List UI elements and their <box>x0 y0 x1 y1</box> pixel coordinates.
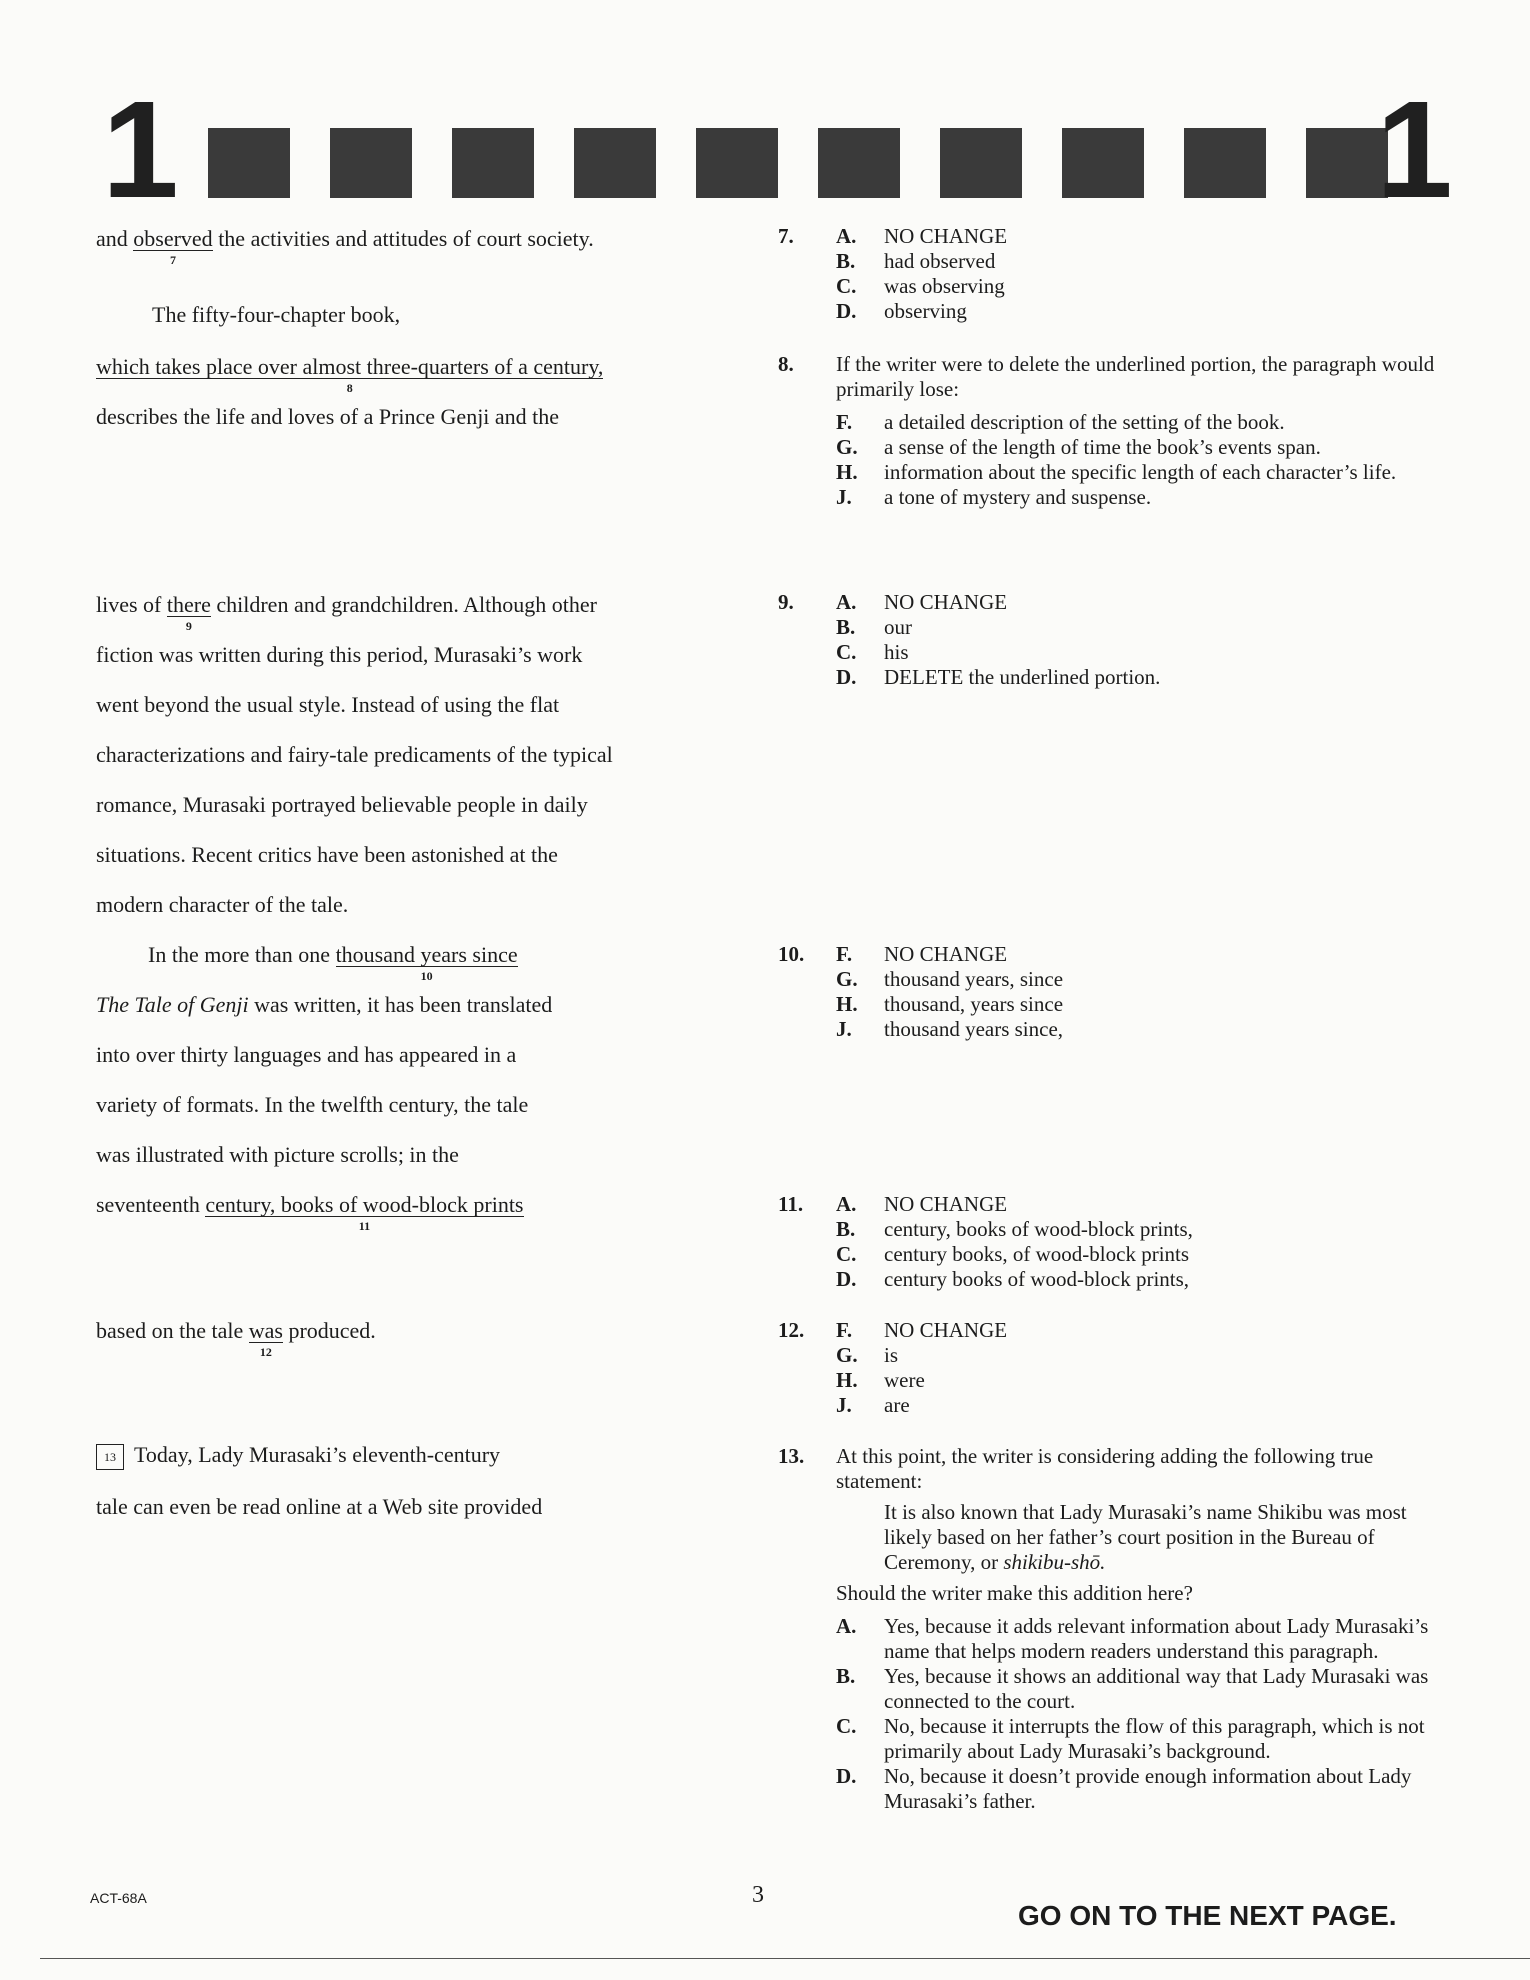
passage-line: describes the life and loves of a Prince Genji and the <box>96 404 560 429</box>
header-block <box>1184 128 1266 198</box>
option[interactable]: G. thousand years, since <box>836 967 1064 991</box>
option[interactable]: G. a sense of the length of time the book’s events span. <box>836 435 1321 459</box>
passage-line: was illustrated with picture scrolls; in the <box>96 1142 459 1167</box>
passage-line: seventeenth century, books of wood-block prints 11 <box>96 1192 524 1233</box>
option[interactable]: A. NO CHANGE <box>836 224 1008 248</box>
go-on-notice: GO ON TO THE NEXT PAGE. <box>1018 1900 1397 1931</box>
question-13: 13. At this point, the writer is considering adding the following true statement: It is also known that Lady Murasaki’s name Shikibu was most likely based on her father’s court position in the Bureau of Ceremony, or shikibu-shō. Should the writer make this addition here? A. Yes, because it adds relevant information about Lady Murasaki’s name that helps modern readers understand this paragraph. B. Yes, because it shows an additional way that Lady Murasaki was connected to the court. C. No, because it interrupts the flow of this paragraph, which is not primarily about Lady Murasaki’s background. D. No, because it doesn’t provide enough information about Lady Murasaki’s father. <box>778 1444 1438 1814</box>
section-number-left: 1 <box>102 73 173 227</box>
passage-line: modern character of the tale. <box>96 892 349 917</box>
header-block <box>330 128 412 198</box>
passage-line: based on the tale was 12 produced. <box>96 1318 376 1359</box>
header-block <box>1062 128 1144 198</box>
passage-line: romance, Murasaki portrayed believable people in daily <box>96 792 588 817</box>
question-8: 8. If the writer were to delete the underlined portion, the paragraph would primarily lose: F. a detailed description of the setting of the book. G. a sense of the length of time the book’s events span. H. information about the specific length of each character’s life. J. a tone of mystery and suspense. <box>778 352 1438 510</box>
question-10: 10. F. NO CHANGE G. thousand years, since H. thousand, years since J. thousand years since, <box>778 942 1438 1042</box>
question-9: 9. A. NO CHANGE B. our C. his D. DELETE the underlined portion. <box>778 590 1438 690</box>
option[interactable]: H. thousand, years since <box>836 992 1064 1016</box>
option[interactable]: J. a tone of mystery and suspense. <box>836 485 1152 509</box>
option[interactable]: H. information about the specific length of each character’s life. <box>836 460 1397 484</box>
passage-line: The Tale of Genji was written, it has been translated <box>96 992 553 1017</box>
option[interactable]: B. our <box>836 615 912 639</box>
passage-line: lives of there 9 children and grandchildren. Although other <box>96 592 597 633</box>
header-block <box>208 128 290 198</box>
option[interactable]: B. had observed <box>836 249 996 273</box>
question-12: 12. F. NO CHANGE G. is H. were J. are <box>778 1318 1438 1418</box>
header-block <box>940 128 1022 198</box>
underline-10: thousand years since 10 <box>335 942 518 983</box>
option[interactable]: D. century books of wood-block prints, <box>836 1267 1190 1291</box>
option[interactable]: F. NO CHANGE <box>836 1318 1008 1342</box>
page-number: 3 <box>752 1882 764 1908</box>
option[interactable]: A. Yes, because it adds relevant information about Lady Murasaki’s name that helps modern readers understand this paragraph. <box>836 1614 1429 1663</box>
option[interactable]: C. century books, of wood-block prints <box>836 1242 1190 1266</box>
option[interactable]: C. was observing <box>836 274 1005 298</box>
option[interactable]: F. NO CHANGE <box>836 942 1008 966</box>
passage-line: fiction was written during this period, Murasaki’s work <box>96 642 583 667</box>
underline-12: was 12 <box>248 1318 283 1359</box>
section-number-right: 1 <box>1376 73 1447 227</box>
header-block <box>574 128 656 198</box>
question-7: 7. A. NO CHANGE B. had observed C. was observing D. observing <box>778 224 1438 324</box>
option[interactable]: D. No, because it doesn’t provide enough information about Lady Murasaki’s father. <box>836 1764 1412 1813</box>
option[interactable]: H. were <box>836 1368 925 1392</box>
option[interactable]: A. NO CHANGE <box>836 1192 1008 1216</box>
option[interactable]: A. NO CHANGE <box>836 590 1008 614</box>
header-block <box>696 128 778 198</box>
form-code: ACT-68A <box>90 1890 147 1906</box>
passage-line: variety of formats. In the twelfth century, the tale <box>96 1092 529 1117</box>
underline-8: which takes place over almost three-quarters of a century, 8 <box>96 354 604 395</box>
underline-11: century, books of wood-block prints 11 <box>205 1192 524 1233</box>
passage-line: tale can even be read online at a Web site provided <box>96 1494 543 1519</box>
header-block <box>452 128 534 198</box>
option[interactable]: G. is <box>836 1343 899 1367</box>
header-block <box>818 128 900 198</box>
underline-7: observed 7 <box>133 226 213 267</box>
passage-line: characterizations and fairy-tale predicaments of the typical <box>96 742 613 767</box>
option[interactable]: C. No, because it interrupts the flow of this paragraph, which is not primarily about Lady Murasaki’s background. <box>836 1714 1425 1763</box>
passage-line: In the more than one thousand years since 10 <box>148 942 518 983</box>
question-13-box: 13 <box>96 1444 124 1470</box>
option[interactable]: F. a detailed description of the setting of the book. <box>836 410 1285 434</box>
passage-line: and observed 7 the activities and attitudes of court society. <box>96 226 594 267</box>
option[interactable]: J. are <box>836 1393 910 1417</box>
passage-line: into over thirty languages and has appeared in a <box>96 1042 517 1067</box>
header-block-bar <box>208 128 1388 198</box>
bottom-rule <box>40 1958 1530 1959</box>
question-11: 11. A. NO CHANGE B. century, books of wood-block prints, C. century books, of wood-block prints D. century books of wood-block prints, <box>778 1192 1438 1292</box>
passage-line <box>96 354 604 395</box>
option[interactable]: D. DELETE the underlined portion. <box>836 665 1161 689</box>
option[interactable]: B. Yes, because it shows an additional way that Lady Murasaki was connected to the court. <box>836 1664 1429 1713</box>
option[interactable]: B. century, books of wood-block prints, <box>836 1217 1193 1241</box>
passage-line: 13 Today, Lady Murasaki’s eleventh-century <box>96 1442 500 1470</box>
option[interactable]: D. observing <box>836 299 967 323</box>
passage-line: The fifty-four-chapter book, <box>152 302 401 327</box>
proposed-statement: It is also known that Lady Murasaki’s name Shikibu was most likely based on her father’s court position in the Bureau of Ceremony, or shikibu-shō. <box>884 1500 1407 1574</box>
passage-line: situations. Recent critics have been astonished at the <box>96 842 558 867</box>
passage-line: went beyond the usual style. Instead of using the flat <box>96 692 560 717</box>
option[interactable]: J. thousand years since, <box>836 1017 1064 1041</box>
underline-9: there 9 <box>166 592 211 633</box>
option[interactable]: C. his <box>836 640 909 664</box>
